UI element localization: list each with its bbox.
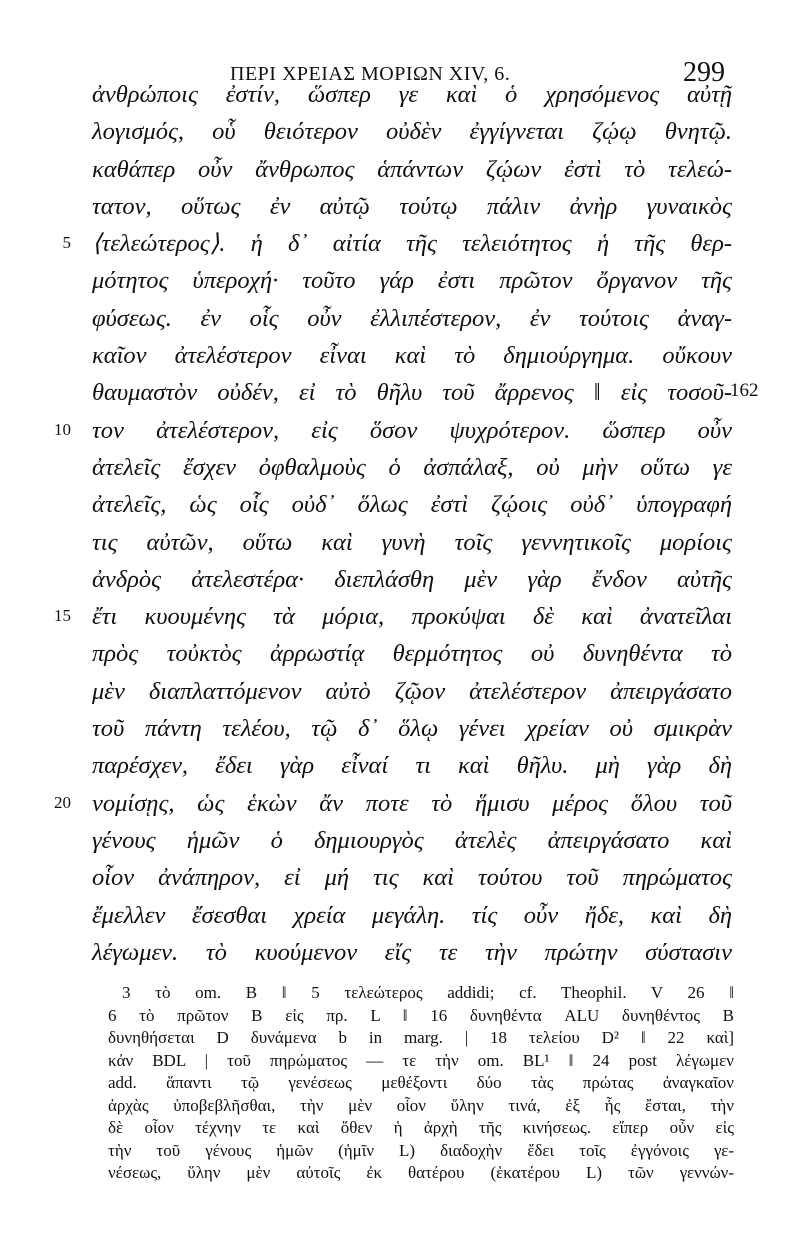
- line-text: ἀνθρώποις ἐστίν, ὥσπερ γε καὶ ὁ χρησόμενος αὐτῇ: [92, 81, 732, 108]
- text-line: [0, 300, 800, 337]
- line-text: ἀνδρὸς ἀτελεστέρα· διεπλάσθη μὲν γὰρ ἔνδον αὐτῆς: [92, 565, 732, 593]
- apparatus-line: 3 τὸ om. B ‖ 5 τελεώτερος addidi; cf. Theophil. V 26 ‖: [122, 983, 734, 1002]
- page-number: 299: [683, 57, 725, 88]
- line-text: καῖον ἀτελέστερον εἶναι καὶ τὸ δημιούργημα. οὔκουν: [92, 342, 732, 370]
- text-line: [0, 113, 800, 150]
- line-text: μὲν διαπλαττόμενον αὐτὸ ζῷον ἀτελέστερον ἀπειργάσατο: [92, 677, 732, 705]
- line-text: νομίσῃς, ὡς ἑκὼν ἄν ποτε τὸ ἥμισυ μέρος ὅλου τοῦ: [92, 789, 732, 817]
- apparatus-line: add. ἅπαντι τῷ γενέσεως μεθέξοντι δύο τὰς πρώτας ἀναγκαῖον: [108, 1073, 734, 1092]
- line-text: ἔτι κυουμένης τὰ μόρια, προκύψαι δὲ καὶ ἀνατεῖλαι: [92, 603, 732, 631]
- text-line: [0, 859, 800, 896]
- line-number: 20: [54, 792, 71, 812]
- line-text: ⟨τελεώτερος⟩. ἡ δ᾽ αἰτία τῆς τελειότητος ἡ τῆς θερ-: [92, 230, 732, 258]
- line-text: οἷον ἀνάπηρον, εἰ μή τις καὶ τούτου τοῦ πηρώματος: [92, 864, 732, 892]
- text-line: [0, 412, 800, 449]
- line-text: τον ἀτελέστερον, εἰς ὅσον ψυχρότερον. ὥσπερ οὖν: [92, 416, 732, 444]
- apparatus-line: τὴν τοῦ γένους ἡμῶν (ἡμῖν L) διαδοχὴν ἔδει τοῖς ἐγγόνοις γε-: [108, 1140, 734, 1160]
- line-number: 10: [54, 419, 71, 439]
- text-line: [0, 598, 800, 635]
- line-text: πρὸς τοὐκτὸς ἀρρωστίᾳ θερμότητος οὐ δυνηθέντα τὸ: [92, 640, 732, 668]
- text-line: [0, 897, 800, 934]
- line-text: παρέσχεν, ἔδει γὰρ εἶναί τι καὶ θῆλυ. μὴ γὰρ δὴ: [92, 752, 732, 780]
- line-text: τατον, οὕτως ἐν αὐτῷ τούτῳ πάλιν ἀνὴρ γυναικὸς: [92, 192, 732, 220]
- apparatus-line: ἀρχὰς ὑποβεβλῆσθαι, τὴν μὲν οἷον ὕλην τινά, ἐξ ἧς ἔσται, τὴν: [108, 1095, 734, 1115]
- text-line: [0, 188, 800, 225]
- running-title: ΠΕΡΙ ΧΡΕΙΑΣ ΜΟΡΙΩΝ XIV, 6.: [230, 63, 511, 85]
- text-line: [0, 524, 800, 561]
- line-text: φύσεως. ἐν οἷς οὖν ἐλλιπέστερον, ἐν τούτοις ἀναγ-: [92, 304, 732, 332]
- text-line: [0, 486, 800, 523]
- text-line: [0, 76, 800, 113]
- line-text: ἀτελεῖς, ὡς οἷς οὐδ᾽ ὅλως ἐστὶ ζῴοις οὐδ᾽ ὑπογραφή: [92, 491, 732, 519]
- line-number: 5: [62, 233, 71, 253]
- text-line: [0, 934, 800, 971]
- text-line: [0, 561, 800, 598]
- text-line: [0, 262, 800, 299]
- line-text: μότητος ὑπεροχή· τοῦτο γάρ ἐστι πρῶτον ὄργανον τῆς: [92, 267, 732, 295]
- critical-apparatus: [108, 982, 734, 1185]
- line-text: λογισμός, οὗ θειότερον οὐδὲν ἐγγίγνεται ζῴῳ θνητῷ.: [92, 118, 732, 146]
- margin-reference: 162: [730, 380, 759, 402]
- text-line: [0, 635, 800, 672]
- text-line: [0, 449, 800, 486]
- line-text: τοῦ πάντη τελέου, τῷ δ᾽ ὅλῳ γένει χρείαν οὐ σμικρὰν: [92, 715, 732, 743]
- text-line: [0, 374, 800, 411]
- line-text: θαυμαστὸν οὐδέν, εἰ τὸ θῆλυ τοῦ ἄρρενος ‖ εἰς τοσοῦ-: [92, 379, 732, 407]
- apparatus-line: νέσεως, ὕλην μὲν αὐτοῖς ἐκ θατέρου (ἑκατέρου L) τῶν γεννών-: [108, 1163, 734, 1182]
- line-text: τις αὐτῶν, οὕτω καὶ γυνὴ τοῖς γεννητικοῖς μορίοις: [92, 528, 732, 556]
- line-number: 15: [54, 606, 71, 626]
- line-text: καθάπερ οὖν ἄνθρωπος ἁπάντων ζῴων ἐστὶ τὸ τελεώ-: [92, 155, 732, 183]
- apparatus-line: 6 τὸ πρῶτον B εἰς πρ. L ‖ 16 δυνηθέντα ALU δυνηθέντος B: [108, 1005, 734, 1025]
- line-text: ἔμελλεν ἔσεσθαι χρεία μεγάλη. τίς οὖν ἤδε, καὶ δὴ: [92, 901, 732, 929]
- text-line: [0, 673, 800, 710]
- text-line: [0, 710, 800, 747]
- apparatus-line: κἀν BDL | τοῦ πηρώματος — τε τὴν om. BL¹ ‖ 24 post λέγωμεν: [108, 1050, 734, 1070]
- main-text: [0, 76, 800, 971]
- text-line: [0, 225, 800, 262]
- apparatus-line: δὲ οἷον τέχνην τε καὶ ὅθεν ἡ ἀρχὴ τῆς κινήσεως. εἴπερ οὖν εἰς: [108, 1118, 734, 1137]
- apparatus-line: δυνηθήσεται D δυνάμενα b in marg. | 18 τελείου D² ‖ 22 καὶ]: [108, 1028, 734, 1047]
- text-line: [0, 337, 800, 374]
- text-line: [0, 747, 800, 784]
- text-line: [0, 151, 800, 188]
- line-text: ἀτελεῖς ἔσχεν ὀφθαλμοὺς ὁ ἀσπάλαξ, οὐ μὴν οὕτω γε: [92, 453, 732, 481]
- text-line: [0, 785, 800, 822]
- line-text: λέγωμεν. τὸ κυούμενον εἴς τε τὴν πρώτην σύστασιν: [92, 938, 732, 966]
- line-text: γένους ἡμῶν ὁ δημιουργὸς ἀτελὲς ἀπειργάσατο καὶ: [92, 826, 732, 854]
- text-line: [0, 822, 800, 859]
